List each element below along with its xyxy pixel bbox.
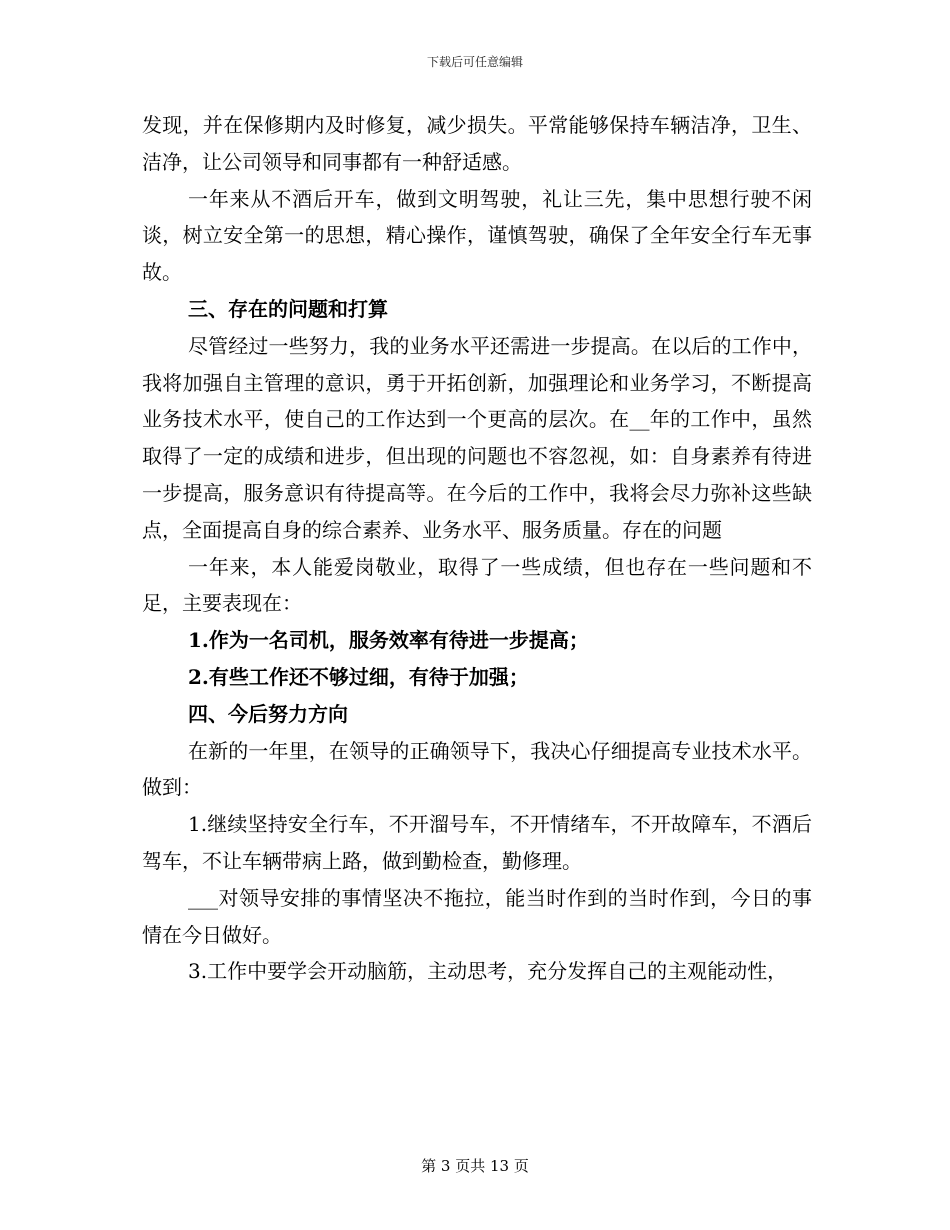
paragraph-improvement: 尽管经过一些努力，我的业务水平还需进一步提高。在以后的工作中，我将加强自主管理的意识，勇于开拓创新，加强理论和业务学习，不断提高业务技术水平，使自己的工作达到一个更高的层次。在__年的工作中，虽然取得了一定的成绩和进步，但出现的问题也不容忽视，如：自身素养有待进一步提高，服务意识有待提高等。在今后的工作中，我将会尽力弥补这些缺点，全面提高自身的综合素养、业务水平、服务质量。存在的问题 <box>142 333 812 542</box>
paragraph-continuation: 发现，并在保修期内及时修复，减少损失。平常能够保持车辆洁净，卫生、洁净，让公司领导和同事都有一种舒适感。 <box>142 113 812 174</box>
page-header: 下载后可任意编辑 <box>426 55 523 69</box>
paragraph-shortcomings: 一年来，本人能爱岗敬业，取得了一些成绩，但也存在一些问题和不足，主要表现在： <box>142 554 812 616</box>
list-item-efficiency: 1.作为一名司机，服务效率有待进一步提高； <box>188 628 589 653</box>
section-heading-problems: 三、存在的问题和打算 <box>188 296 388 321</box>
section-heading-direction: 四、今后努力方向 <box>188 701 348 726</box>
paragraph-new-year: 在新的一年里，在领导的正确领导下，我决心仔细提高专业技术水平。做到： <box>142 738 812 800</box>
paragraph-safe-driving: 一年来从不酒后开车，做到文明驾驶，礼让三先，集中思想行驶不闲谈，树立安全第一的思想，精心操作，谨慎驾驶，确保了全年安全行车无事故。 <box>142 186 812 285</box>
list-item-safe-driving: 1.继续坚持安全行车，不开溜号车，不开情绪车，不开故障车，不酒后驾车，不让车辆带病上路，做到勤检查，勤修理。 <box>142 812 812 873</box>
list-item-detail: 2.有些工作还不够过细，有待于加强； <box>188 664 529 689</box>
document-body <box>142 107 812 990</box>
page-footer: 第 3 页共 13 页 <box>421 1157 529 1175</box>
list-item-no-delay: ___对领导安排的事情坚决不拖拉，能当时作到的当时作到，今日的事情在今日做好。 <box>142 885 812 947</box>
list-item-initiative: 3.工作中要学会开动脑筋，主动思考，充分发挥自己的主观能动性， <box>188 959 788 984</box>
